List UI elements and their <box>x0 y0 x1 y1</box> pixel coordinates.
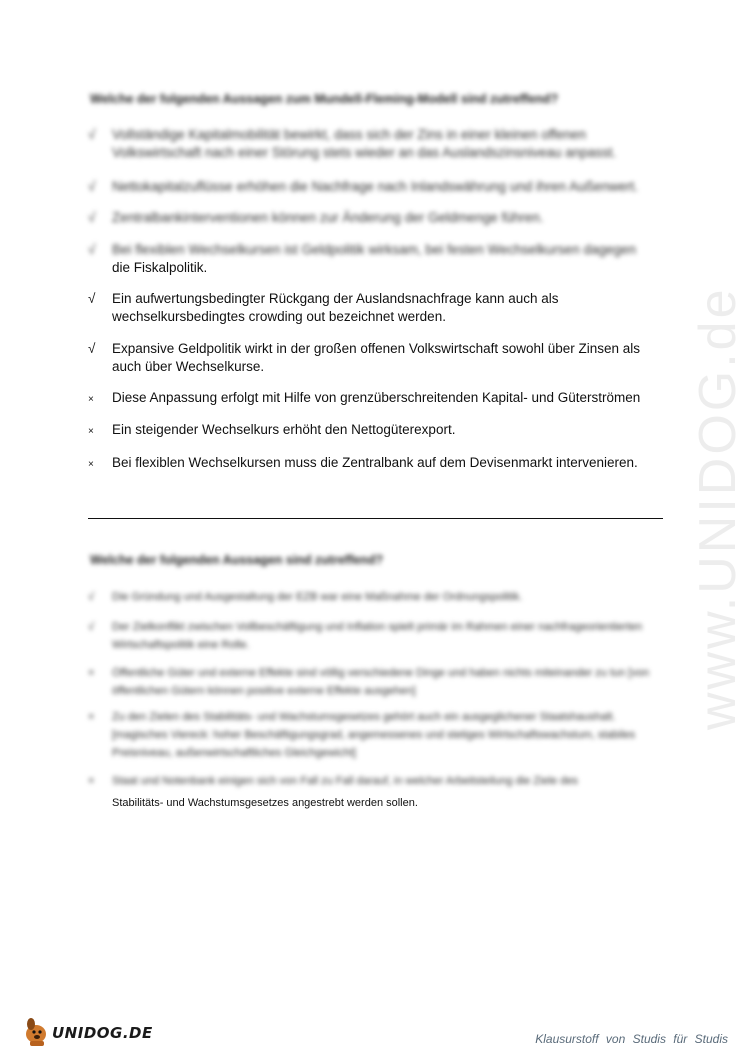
item-text: Die Gründung und Ausgestaltung der EZB war eine Maßnahme der Ordnungspolitik. <box>112 591 523 603</box>
item-text: Staat und Notenbank einigen sich von Fall zu Fall darauf, in welcher Arbeitsteilung die Ziele des <box>112 775 578 787</box>
check-mark: √ <box>88 621 95 633</box>
check-mark: √ <box>88 179 96 194</box>
check-mark: √ <box>88 291 96 306</box>
item-text: Expansive Geldpolitik wirkt in der großen offenen Volkswirtschaft sowohl über Zinsen als auch über Wechselkurse. <box>112 341 641 374</box>
logo-text: UNIDOG.DE <box>52 1024 153 1042</box>
item-text-line2: Stabilitäts- und Wachstumsgesetzes angestrebt werden sollen. <box>112 797 418 809</box>
cross-mark: × <box>88 711 95 723</box>
cross-mark: × <box>88 426 94 437</box>
section1-heading: Welche der folgenden Aussagen zum Mundell-Fleming-Modell sind zutreffend? <box>90 92 559 106</box>
item-text: Zentralbankinterventionen können zur Änderung der Geldmenge führen. <box>112 210 544 225</box>
check-mark: √ <box>88 242 96 257</box>
item-text: Bei flexiblen Wechselkursen muss die Zentralbank auf dem Devisenmarkt intervenieren. <box>112 455 638 470</box>
section-divider <box>88 518 663 519</box>
item-text: Der Zielkonflikt zwischen Vollbeschäftigung und Inflation spielt primär im Rahmen einer nachfrageorientierten Wirtschaftspolitik eine Rolle. <box>112 621 643 651</box>
section2-heading: Welche der folgenden Aussagen sind zutreffend? <box>90 553 384 567</box>
item-text: Öffentliche Güter und externe Effekte sind völlig verschiedene Dinge und haben nichts miteinander zu tun [von öffentlichen Gütern können positive externe Effekte ausgehen] <box>112 667 650 697</box>
item-text: Diese Anpassung erfolgt mit Hilfe von grenzüberschreitenden Kapital- und Güterströmen <box>112 390 641 405</box>
item-text-line2: die Fiskalpolitik. <box>112 260 208 275</box>
list-item <box>88 241 668 279</box>
item-text: Nettokapitalzuflüsse erhöhen die Nachfrage nach Inlandswährung und ihren Außenwert. <box>112 179 639 194</box>
item-text: Ein aufwertungsbedingter Rückgang der Auslandsnachfrage kann auch als wechselkursbedingtes crowding out bezeichnet werden. <box>112 291 559 324</box>
item-text: Ein steigender Wechselkurs erhöht den Nettogüterexport. <box>112 422 456 437</box>
check-mark: √ <box>88 127 96 142</box>
cross-mark: × <box>88 775 95 787</box>
check-mark: √ <box>88 341 96 356</box>
check-mark: √ <box>88 210 96 225</box>
cross-mark: × <box>88 459 94 470</box>
item-text: Bei flexiblen Wechselkursen ist Geldpolitik wirksam, bei festen Wechselkursen dagegen <box>112 242 637 257</box>
footer-tagline: Klausurstoff von Studis für Studis <box>535 1032 728 1046</box>
check-mark: √ <box>88 591 95 603</box>
cross-mark: × <box>88 394 94 405</box>
unidog-logo <box>22 1014 152 1048</box>
item-text: Vollständige Kapitalmobilität bewirkt, dass sich der Zins in einer kleinen offenen Volkswirtschaft nach einer Störung stets wieder an das Auslandszinsniveau anpasst. <box>112 127 617 160</box>
list-item <box>88 126 668 164</box>
item-text: Zu den Zielen des Stabilitäts- und Wachstumsgesetzes gehört auch ein ausgeglichener Staatshaushalt. [magisches Viereck: hoher Beschäftigungsgrad, angemessenes und stetiges Wirtschaftswachstum, stabiles Preisniveau, außenwirtschaftliches Gleichgewicht] <box>112 711 636 759</box>
watermark: www.UNIDOG.de <box>689 286 747 730</box>
cross-mark: × <box>88 667 95 679</box>
